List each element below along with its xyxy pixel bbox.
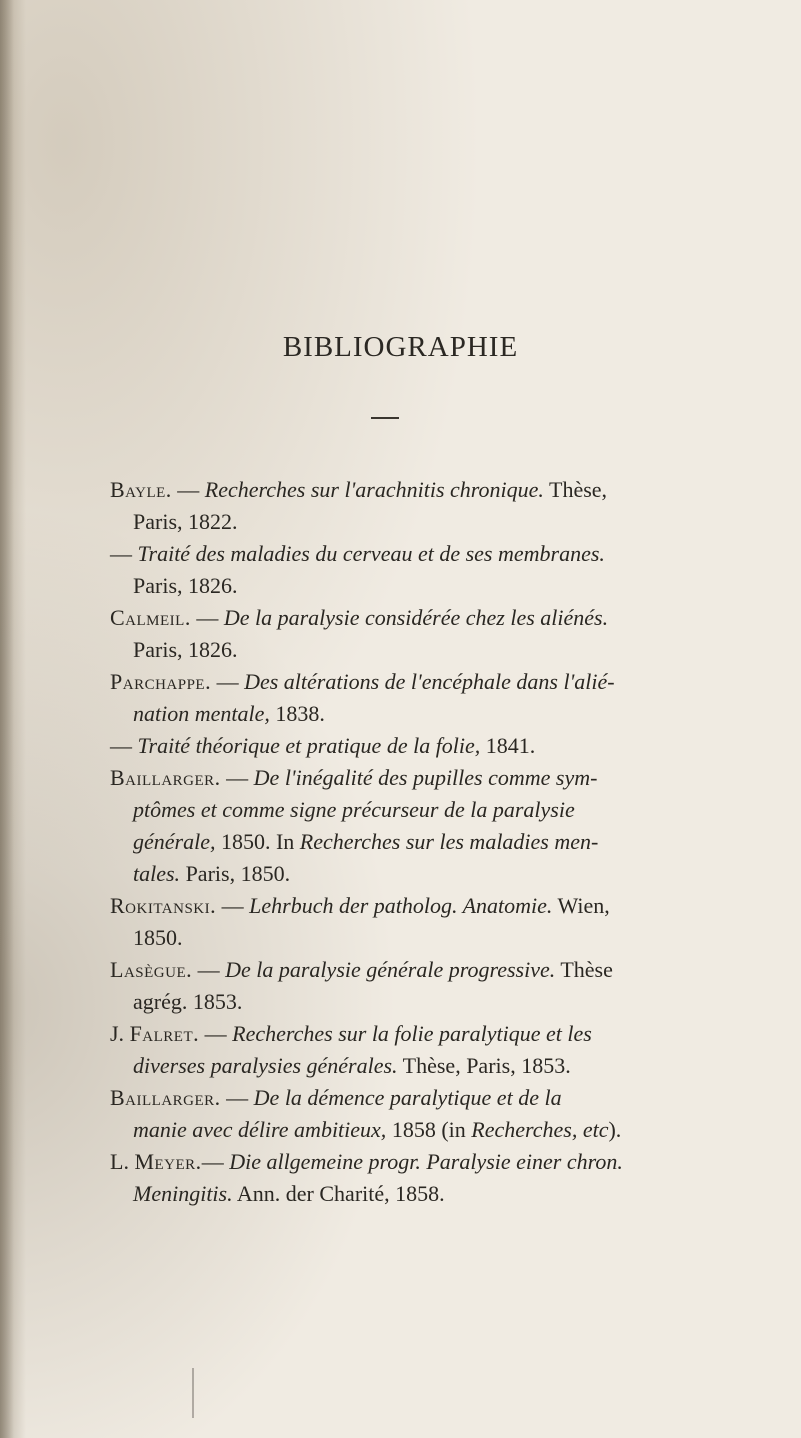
citation-text: 1838. [269,701,325,726]
citation-text: Ann. der Charité, 1858. [232,1181,445,1206]
work-title: diverses paralysies générales. [133,1053,398,1078]
citation-text: — [110,733,138,758]
work-title: Recherches sur l'arachnitis chronique. [204,477,544,502]
author-name: Meyer. [134,1149,202,1174]
bibliography-line [110,1178,720,1210]
bibliography-line [110,890,720,922]
citation-text: Paris, 1826. [133,637,238,662]
work-title: De la paralysie considérée chez les aliénés. [223,605,609,630]
bibliography-list [110,474,720,1210]
citation-text: 1858 (in [386,1117,472,1142]
author-name: Lasègue. [110,957,193,982]
citation-text: Thèse, Paris, 1853. [397,1053,571,1078]
bibliography-line [110,826,720,858]
bibliography-line [110,1146,720,1178]
citation-text: Paris, 1822. [133,509,238,534]
work-title: générale, [133,829,216,854]
bibliography-line [110,794,720,826]
work-title: De la paralysie générale progressive. [225,957,556,982]
work-title: Die allgemeine progr. Paralysie einer chron. [229,1149,623,1174]
citation-text: — [211,669,245,694]
citation-text: 1850. [133,925,183,950]
bibliography-line [110,666,720,698]
author-name: Calmeil. [110,605,191,630]
work-title: Recherches, etc [471,1117,609,1142]
paper-mark [192,1368,194,1418]
work-title: ptômes et comme signe précurseur de la paralysie [133,797,575,822]
bibliography-line [110,1018,720,1050]
author-name: Rokitanski. [110,893,217,918]
bibliography-line [110,570,720,602]
citation-text: — [201,1149,230,1174]
citation-text: — [216,893,250,918]
citation-text: — [199,1021,233,1046]
bibliography-line [110,986,720,1018]
work-title: Meningitis. [133,1181,233,1206]
title-rule [371,417,399,419]
author-name: Baillarger. [110,765,221,790]
author-name: Bayle. [110,477,172,502]
citation-text: Wien, [552,893,610,918]
citation-text: L. [110,1149,135,1174]
citation-text: Paris, 1826. [133,573,238,598]
work-title: De l'inégalité des pupilles comme sym- [253,765,598,790]
bibliography-line [110,474,720,506]
citation-text: Thèse [555,957,613,982]
author-name: Parchappe. [110,669,212,694]
citation-text: ). [608,1117,622,1142]
work-title: nation mentale, [133,701,270,726]
citation-text: — [110,541,138,566]
author-name: Falret. [129,1021,200,1046]
work-title: De la démence paralytique et de la [253,1085,562,1110]
citation-text: J. [110,1021,130,1046]
author-name: Baillarger. [110,1085,221,1110]
work-title: Lehrbuch der patholog. Anatomie. [249,893,553,918]
citation-text: — [220,765,254,790]
citation-text: — [171,477,205,502]
bibliography-line [110,1050,720,1082]
citation-text: — [190,605,224,630]
bibliography-line [110,506,720,538]
bibliography-line [110,1082,720,1114]
bibliography-line [110,922,720,954]
bibliography-line [110,698,720,730]
bibliography-line [110,762,720,794]
binding-shadow [0,0,14,1438]
work-title: tales. [133,861,181,886]
page-title: BIBLIOGRAPHIE [282,331,519,363]
work-title: Traité théorique et pratique de la folie, [137,733,481,758]
citation-text: — [220,1085,254,1110]
bibliography-line [110,538,720,570]
bibliography-line [110,1114,720,1146]
work-title: Des altérations de l'encéphale dans l'alié- [244,669,615,694]
citation-text: — [192,957,226,982]
bibliography-line [110,954,720,986]
bibliography-line [110,602,720,634]
citation-text: 1841. [480,733,536,758]
work-title: Recherches sur les maladies men- [299,829,599,854]
work-title: manie avec délire ambitieux, [133,1117,387,1142]
work-title: Traité des maladies du cerveau et de ses membranes. [137,541,605,566]
citation-text: 1850. In [215,829,300,854]
citation-text: Paris, 1850. [180,861,291,886]
bibliography-line [110,634,720,666]
bibliography-line [110,858,720,890]
work-title: Recherches sur la folie paralytique et les [232,1021,592,1046]
citation-text: Thèse, [543,477,608,502]
bibliography-line [110,730,720,762]
citation-text: agrég. 1853. [133,989,243,1014]
